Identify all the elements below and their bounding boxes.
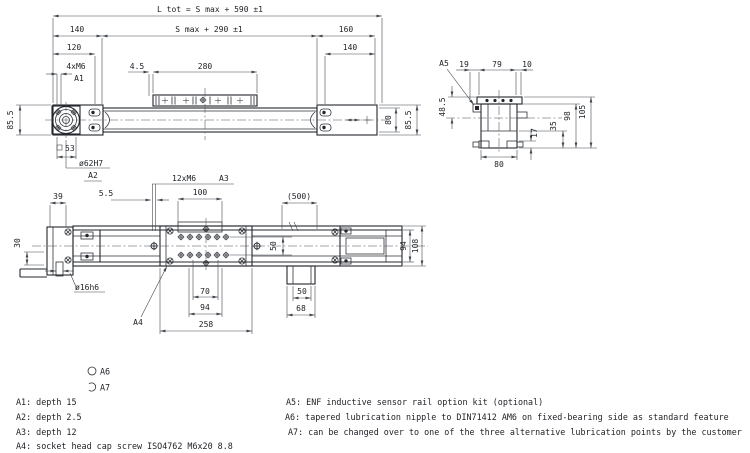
dim-4xm6: 4xM6 <box>66 62 86 71</box>
dim-30: 30 <box>13 238 22 248</box>
note-a4: A4: socket head cap screw ISO4762 M6x20 8.8 <box>16 441 233 451</box>
dim-94-bottom: 94 <box>200 303 210 312</box>
dim-smax: S max + 290 ±1 <box>175 25 243 34</box>
dim-500: (500) <box>286 192 312 201</box>
label-a3: A3 <box>219 174 229 183</box>
dim-48-5: 48.5 <box>438 97 447 117</box>
dim-80-right: 80 <box>384 115 393 125</box>
label-a4: A4 <box>133 318 143 327</box>
dim-120: 120 <box>66 43 82 52</box>
note-a3: A3: depth 12 <box>16 427 77 437</box>
dim-85-5-left: 85.5 <box>6 110 15 130</box>
dim-4-5: 4.5 <box>129 62 145 71</box>
dim-70: 70 <box>200 287 210 296</box>
note-a1: A1: depth 15 <box>16 397 77 407</box>
note-a6: A6: tapered lubrication nipple to DIN71412 AM6 on fixed-bearing side as standard feature <box>285 412 729 422</box>
dim-50-mid: 50 <box>269 241 278 251</box>
dim-19: 19 <box>459 60 469 69</box>
label-a5: A5 <box>439 59 449 68</box>
label-a2: A2 <box>88 171 98 180</box>
dim-dia16: ø16h6 <box>75 283 100 292</box>
dim-68: 68 <box>296 304 306 313</box>
dim-39: 39 <box>53 192 63 201</box>
dim-160: 160 <box>338 25 354 34</box>
legend-a6-label: A6 <box>100 366 111 377</box>
dim-140-left: 140 <box>69 25 85 34</box>
dim-35: 35 <box>549 121 558 131</box>
dim-10: 10 <box>522 60 532 69</box>
dim-17: 17 <box>530 128 539 138</box>
note-a2: A2: depth 2.5 <box>16 412 82 422</box>
dim-5-5: 5.5 <box>98 189 114 198</box>
dim-ltot: L tot = S max + 590 ±1 <box>157 5 263 14</box>
dim-94-right: 94 <box>399 241 408 251</box>
dim-140-right: 140 <box>342 43 358 52</box>
dim-98: 98 <box>563 111 572 121</box>
dim-108: 108 <box>411 238 420 254</box>
dim-100: 100 <box>192 188 208 197</box>
label-a1: A1 <box>74 74 84 83</box>
dim-280: 280 <box>197 62 213 71</box>
dim-dia62: ø62H7 <box>79 159 104 168</box>
note-a7: A7: can be changed over to one of the three alternative lubrication points by the customer <box>288 427 742 437</box>
dim-105: 105 <box>578 104 587 120</box>
dim-12xm6: 12xM6 <box>172 174 197 183</box>
dim-258: 258 <box>198 320 214 329</box>
dim-79: 79 <box>492 60 502 69</box>
dim-80-bottom: 80 <box>494 160 504 169</box>
dim-85-5-right: 85.5 <box>404 110 413 130</box>
dim-sq53: 53 <box>65 144 75 153</box>
legend-a7-label: A7 <box>100 382 111 393</box>
dim-50-foot: 50 <box>297 287 307 296</box>
note-a5: A5: ENF inductive sensor rail option kit (optional) <box>286 397 544 407</box>
